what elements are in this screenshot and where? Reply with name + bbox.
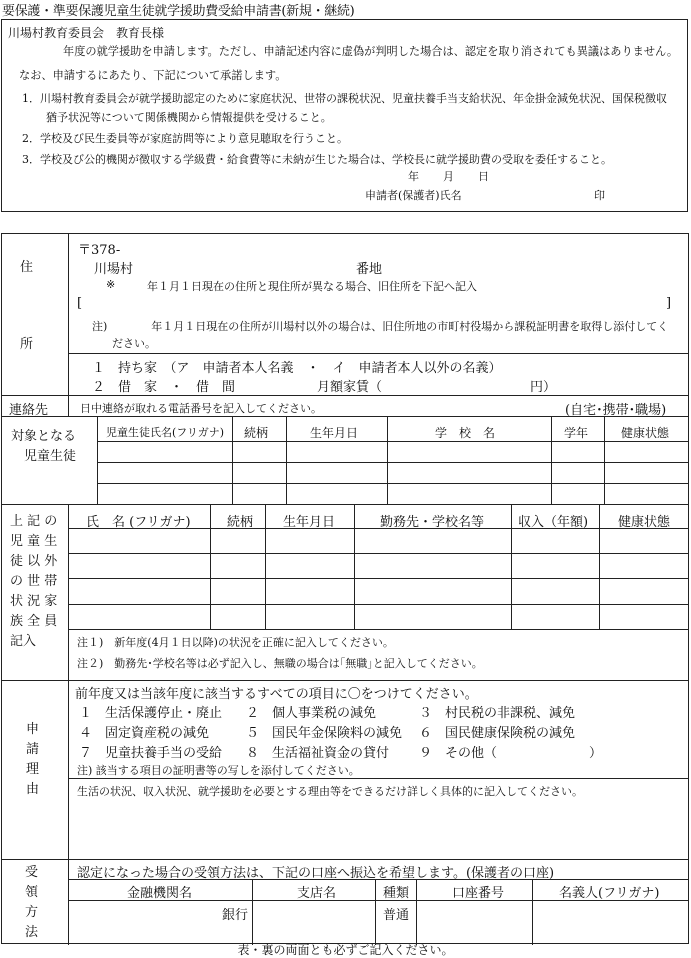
consent-item-1-cont: 猶予状況等について関係機関から情報提供を受けること。 bbox=[46, 111, 332, 124]
address-village: 川場村 bbox=[94, 262, 134, 277]
old-address-open: [ bbox=[77, 296, 83, 311]
payment-label-char: 受 bbox=[25, 865, 39, 880]
reason-option-7: ７ 児童扶養手当の受給 bbox=[79, 746, 223, 761]
intro-line-2: なお、申請するにあたり、下記について承諾します。 bbox=[19, 69, 287, 82]
reason-label-char: 理 bbox=[26, 762, 40, 777]
consent-item-3: 3．学校及び公的機関が徴収する学級費・給食費等に未納が生じた場合は、学校長に就学援助費の受取を委任すること。 bbox=[22, 153, 612, 166]
reason-option-5: ５ 国民年金保険料の減免 bbox=[246, 726, 403, 741]
students-header-birthdate: 生年月日 bbox=[310, 426, 359, 440]
housing-own: １ 持ち家 （ア 申請者本人名義 ・ イ 申請者本人以外の名義） bbox=[92, 361, 502, 376]
household-header-birthdate: 生年月日 bbox=[283, 515, 336, 530]
students-header-name: 児童生徒氏名(フリガナ) bbox=[106, 426, 225, 439]
household-header-health: 健康状態 bbox=[618, 515, 671, 530]
reason-option-6: ６ 国民健康保険税の減免 bbox=[419, 726, 576, 741]
household-header-relation: 続柄 bbox=[227, 515, 254, 530]
address-note-mark: ※ bbox=[106, 278, 116, 291]
household-header-income: 収入（年額) bbox=[518, 515, 589, 530]
payment-header-branch: 支店名 bbox=[297, 886, 337, 901]
students-header-health: 健康状態 bbox=[621, 426, 670, 440]
reason-option-3: ３ 村民税の非課税、減免 bbox=[419, 706, 576, 721]
students-header-school: 学 校 名 bbox=[435, 426, 496, 440]
date-day-label: 日 bbox=[478, 170, 489, 183]
reason-label-char: 請 bbox=[26, 742, 40, 757]
consent-item-1: 1．川場村教育委員会が就学援助認定のために家庭状況、世帯の課税状況、児童扶養手当支給状況、年金掛金減免状況、国保税徴収 bbox=[22, 92, 667, 105]
bank-suffix: 銀行 bbox=[222, 908, 249, 923]
students-label-a: 対象となる bbox=[11, 429, 77, 444]
reason-option-9-close: ） bbox=[589, 746, 603, 761]
household-header-name: 氏 名 (フリガナ) bbox=[86, 515, 191, 530]
addressee: 川場村教育委員会 教育長様 bbox=[8, 26, 165, 40]
household-note-2: 注２) 勤務先･学校名等は必ず記入し、無職の場合は｢無職｣と記入してください。 bbox=[77, 657, 483, 670]
monthly-rent-yen: 円） bbox=[530, 380, 557, 395]
payment-header-holder: 名義人(フリガナ) bbox=[559, 886, 660, 901]
intro-line-1: 年度の就学援助を申請します。ただし、申請記述内容に虚偽が判明した場合は、認定を取り消されても異議はありません。 bbox=[63, 45, 679, 58]
payment-label-char: 領 bbox=[25, 885, 39, 900]
household-label-line: 状 況 家 bbox=[10, 594, 58, 609]
contact-note: 日中連絡が取れる電話番号を記入してください。 bbox=[80, 402, 322, 415]
household-label-line: 上 記 の bbox=[10, 514, 58, 529]
application-form-table bbox=[1, 233, 689, 944]
household-note-1: 注１) 新年度(4月１日以降)の状況を正確に記入してください。 bbox=[77, 636, 394, 649]
monthly-rent-label: 月額家賃（ bbox=[317, 380, 383, 395]
payment-header-account: 口座番号 bbox=[452, 886, 505, 901]
reason-label-char: 由 bbox=[26, 782, 40, 797]
payment-header-type: 種類 bbox=[383, 886, 410, 901]
students-label-b: 児童生徒 bbox=[24, 449, 77, 464]
household-label-line: 記入 bbox=[10, 634, 37, 649]
contact-types: (自宅･携帯･職場) bbox=[565, 403, 667, 418]
reason-detail-prompt: 生活の状況、収入状況、就学援助を必要とする理由等をできるだけ詳しく具体的に記入してください。 bbox=[77, 785, 583, 798]
household-label-line: 族 全 員 bbox=[10, 614, 58, 629]
reason-instruction: 前年度又は当該年度に該当するすべての項目に〇をつけてください。 bbox=[75, 687, 478, 702]
reason-option-4: ４ 固定資産税の減免 bbox=[79, 726, 210, 741]
date-month-label: 月 bbox=[443, 170, 454, 183]
consent-item-2: 2．学校及び民生委員等が家庭訪問等により意見聴取を行うこと。 bbox=[22, 132, 348, 145]
address-label-bottom: 所 bbox=[20, 337, 34, 352]
postal-code: 〒378- bbox=[78, 243, 121, 258]
housing-rent: ２ 借 家 ・ 借 間 bbox=[92, 380, 236, 395]
household-label-line: 徒 以 外 bbox=[10, 554, 58, 569]
payment-header-bank: 金融機関名 bbox=[127, 886, 193, 901]
old-address-close: ] bbox=[666, 296, 672, 311]
address-label-top: 住 bbox=[20, 260, 34, 275]
date-year-label: 年 bbox=[408, 170, 419, 183]
reason-option-9: ９ その他（ bbox=[419, 746, 498, 761]
household-header-workplace: 勤務先・学校名等 bbox=[380, 515, 485, 530]
address-banchi: 番地 bbox=[356, 262, 383, 277]
address-note: 年１月１日現在の住所と現住所が異なる場合、旧住所を下記へ記入 bbox=[147, 280, 477, 293]
address-note-2-cont: ださい。 bbox=[112, 337, 156, 350]
payment-label-char: 方 bbox=[25, 905, 39, 920]
household-label-line: の 世 帯 bbox=[10, 574, 58, 589]
footer-note: 表・裏の両面とも必ずご記入ください。 bbox=[237, 943, 454, 957]
reason-option-2: ２ 個人事業税の減免 bbox=[246, 706, 377, 721]
address-note-2: 注) 年１月１日現在の住所が川場村以外の場合は、旧住所地の市町村役場から課税証明書を取得し添付してく bbox=[92, 320, 669, 333]
form-title: 要保護・準要保護児童生徒就学援助費受給申請書(新規・継続) bbox=[2, 4, 355, 19]
household-label-line: 児 童 生 bbox=[10, 534, 58, 549]
contact-label: 連絡先 bbox=[9, 403, 49, 418]
reason-option-1: １ 生活保護停止・廃止 bbox=[79, 706, 223, 721]
account-type-value: 普通 bbox=[383, 908, 410, 923]
students-header-grade: 学年 bbox=[564, 426, 589, 440]
declaration-box bbox=[1, 19, 688, 212]
applicant-name-label: 申請者(保護者)氏名 bbox=[365, 189, 462, 202]
payment-label-char: 法 bbox=[25, 925, 39, 940]
reason-attach-note: 注) 該当する項目の証明書等の写しを添付してください。 bbox=[77, 764, 360, 777]
seal-mark: 印 bbox=[594, 189, 605, 202]
reason-label-char: 申 bbox=[26, 722, 40, 737]
students-header-relation: 続柄 bbox=[244, 426, 269, 440]
payment-instruction: 認定になった場合の受領方法は、下記の口座へ振込を希望します。(保護者の口座) bbox=[77, 866, 555, 881]
reason-option-8: ８ 生活福祉資金の貸付 bbox=[246, 746, 390, 761]
